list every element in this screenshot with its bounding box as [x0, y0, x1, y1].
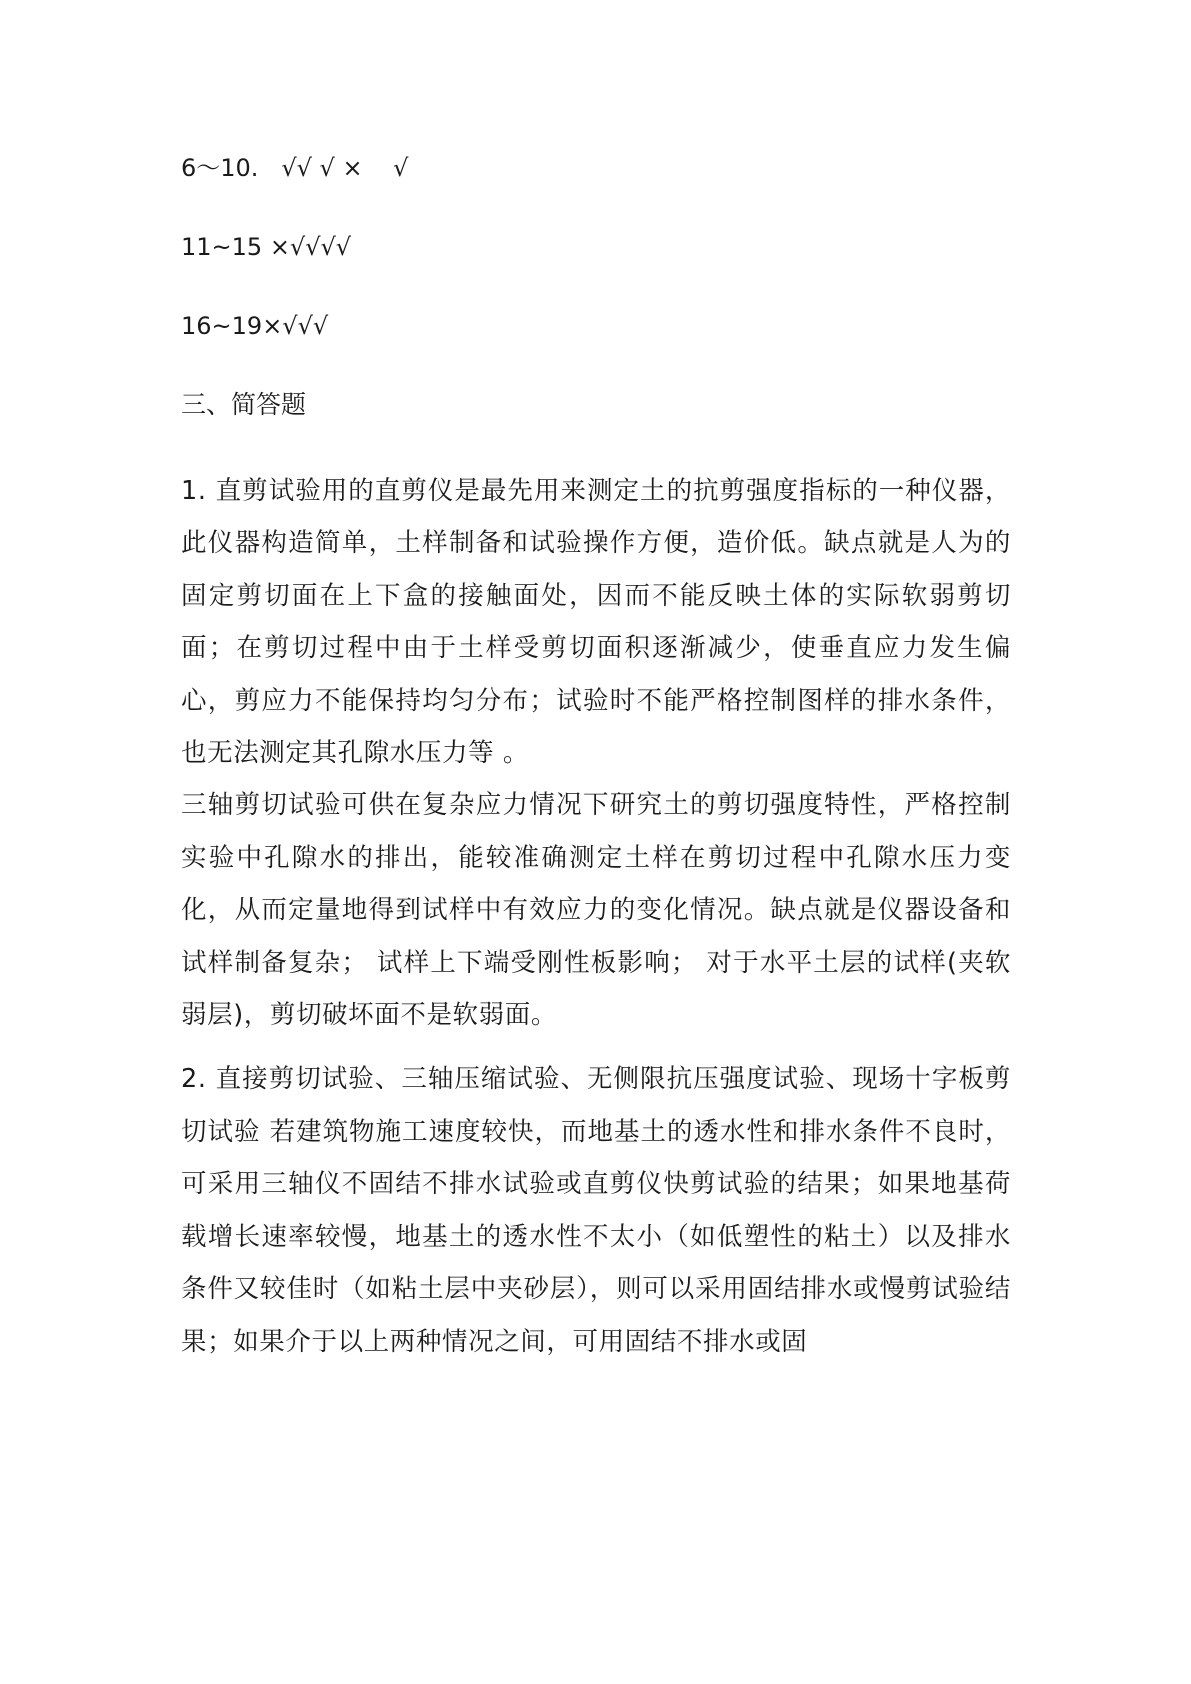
answer-1-paragraph-2: 三轴剪切试验可供在复杂应力情况下研究土的剪切强度特性，严格控制实验中孔隙水的排出，能较准确测定土样在剪切过程中孔隙水压力变化，从而定量地得到试样中有效应力的变化情况。缺点就是仪器设备和试样制备复杂； 试样上下端受刚性板影响； 对于水平土层的试样(夹软弱层)，剪切破坏面不是软弱面。: [181, 790, 1011, 1031]
answer-2-paragraph: 2. 直接剪切试验、三轴压缩试验、无侧限抗压强度试验、现场十字板剪切试验 若建筑物施工速度较快，而地基土的透水性和排水条件不良时，可采用三轴仪不固结不排水试验或直剪仪快剪试验的结果；如果地基荷载增长速率较慢，地基土的透水性不太小（如低塑性的粘土）以及排水条件又较佳时（如粘土层中夹砂层），则可以采用固结排水或慢剪试验结果；如果介于以上两种情况之间，可用固结不排水或固: [181, 1064, 1011, 1357]
answer-row-11-15: 11~15 ×√√√√: [181, 233, 352, 261]
answer-row-6-10: 6～10. √√ √ × √: [181, 154, 409, 182]
section-heading: 三、简答题: [181, 390, 307, 419]
answer-1-paragraph-1: 1. 直剪试验用的直剪仪是最先用来测定土的抗剪强度指标的一种仪器，此仪器构造简单，土样制备和试验操作方便，造价低。缺点就是人为的固定剪切面在上下盒的接触面处，因而不能反映土体的实际软弱剪切面；在剪切过程中由于土样受剪切面积逐渐减少，使垂直应力发生偏心，剪应力不能保持均匀分布；试验时不能严格控制图样的排水条件，也无法测定其孔隙水压力等 。: [181, 476, 1011, 769]
answer-row-16-19: 16~19×√√√: [181, 312, 329, 340]
document-body: [181, 148, 1011, 1368]
